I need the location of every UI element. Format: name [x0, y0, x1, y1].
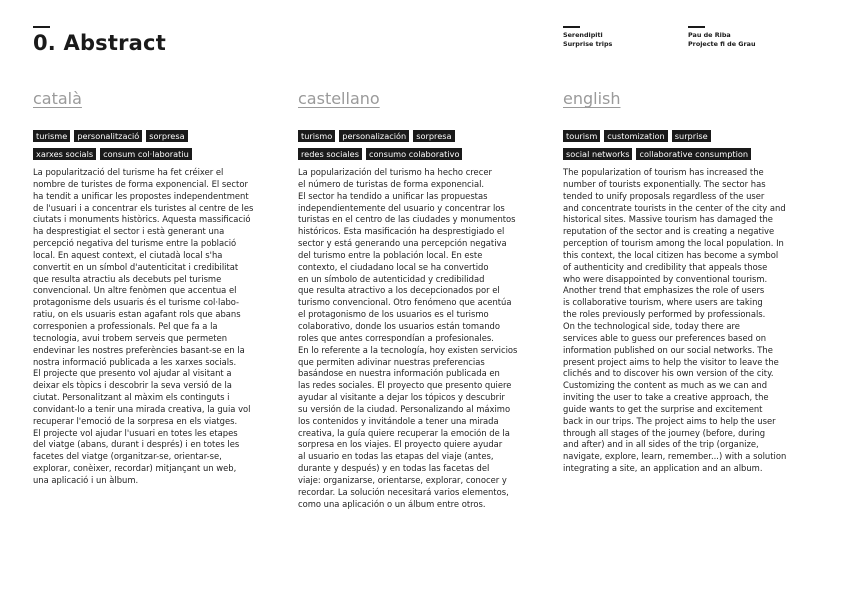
text-line: basándose en nuestra información publicada en — [298, 368, 500, 379]
tag-row — [33, 148, 288, 166]
language-heading-castellano[interactable]: castellano — [298, 89, 380, 108]
keyword-tag: sorpresa — [146, 130, 187, 142]
text-line: de l'usuari i a concentrar els turistes al centre de les — [33, 202, 254, 213]
text-line: que resulta atractiu als decebuts pel turisme — [33, 273, 222, 284]
keyword-tag: surprise — [672, 130, 711, 142]
text-line: históricos. Esta masificación ha desprestigiado el — [298, 226, 505, 237]
keyword-tag: consum col·laboratiu — [100, 148, 192, 160]
project-rule — [563, 26, 580, 28]
text-line: sector y está generando una percepción negativa — [298, 238, 507, 249]
text-line: que permiten adivinar nuestras preferencias — [298, 356, 485, 367]
text-line: su versión de la ciudad. Personalizando al máximo — [298, 403, 511, 414]
tag-row — [33, 130, 288, 148]
text-line: nombre de turistes de forma exponencial. El sector — [33, 178, 248, 189]
text-line: contexto, el ciudadano local se ha convertido — [298, 261, 489, 272]
text-line: recuperar l'emoció de la sorpresa en els viatges. — [33, 415, 238, 426]
text-line: present project aims to help the visitor to leave the — [563, 356, 779, 367]
text-line: information published on our social networks. The — [563, 344, 773, 355]
keyword-tag: xarxes socials — [33, 148, 96, 160]
text-line: ratiu, on els usuaris estan agafant rols que abans — [33, 309, 241, 320]
text-line: los contenidos y invitándole a tener una mirada — [298, 415, 499, 426]
text-line: tecnologia, avui trobem serveis que permeten — [33, 332, 228, 343]
text-line: corresponien a professionals. Pel que fa a la — [33, 320, 218, 331]
text-line: nostra informació publicada a les xarxes socials. — [33, 356, 237, 367]
text-line: el protagonismo de los usuarios es el turismo — [298, 309, 489, 320]
author-rule — [688, 26, 705, 28]
text-line: this context, the local citizen has become a symbol — [563, 249, 779, 260]
text-line: explorar, conèixer, recordar) mitjançant un web, — [33, 463, 237, 474]
project-name: Serendipiti — [563, 31, 603, 39]
text-line: ayudar al visitante a dejar los tópicos y descubrir — [298, 392, 505, 403]
keyword-tag: consumo colaborativo — [366, 148, 462, 160]
text-line: ciutat. Personalitzant al màxim els continguts i — [33, 392, 230, 403]
text-line: turistas en el centro de las ciudades y monumentos — [298, 214, 516, 225]
text-line: local. En aquest context, el ciutadà local s'ha — [33, 249, 223, 260]
text-line: historical sites. Massive tourism has damaged the — [563, 214, 773, 225]
text-line: del viatge (abans, durant i després) i en totes les — [33, 439, 240, 450]
column-catala — [33, 88, 288, 487]
language-heading-catala[interactable]: català — [33, 89, 82, 108]
text-line: Another trend that emphasizes the role of users — [563, 285, 765, 296]
text-line: protagonisme dels usuaris és el turisme col·labo- — [33, 297, 240, 308]
text-line: tended to unify proposals regardless of the user — [563, 190, 765, 201]
text-line: ciutats i monuments històrics. Aquesta massificació — [33, 214, 251, 225]
abstract-text — [563, 167, 818, 475]
page-title: 0. Abstract — [33, 31, 166, 55]
tag-row — [298, 148, 553, 166]
author-info — [688, 31, 756, 48]
text-line: Customizing the content as much as we can and — [563, 380, 768, 391]
text-line: clichés and to discover his own version of the city. — [563, 368, 774, 379]
tag-row — [563, 130, 818, 148]
text-line: guide wants to get the surprise and excitement — [563, 403, 763, 414]
text-line: en un símbolo de autenticidad y credibilidad — [298, 273, 485, 284]
project-subtitle: Surprise trips — [563, 39, 613, 48]
text-line: reputation of the sector and is creating a negative — [563, 226, 775, 237]
text-line: endevinar les nostres preferències basant-se en la — [33, 344, 245, 355]
language-heading-english[interactable]: english — [563, 89, 621, 108]
abstract-text — [298, 167, 553, 510]
text-line: creativa, la guía quiere recuperar la emoción de la — [298, 427, 510, 438]
text-line: turismo convencional. Otro fenómeno que acentúa — [298, 297, 512, 308]
text-line: who were disappointed by conventional tourism. — [563, 273, 768, 284]
keyword-tag: redes sociales — [298, 148, 362, 160]
author-name: Pau de Riba — [688, 31, 731, 39]
keyword-tag: tourism — [563, 130, 600, 142]
text-line: integrating a site, an application and an album. — [563, 463, 763, 474]
keyword-tag: personalización — [339, 130, 409, 142]
text-line: viaje: organizarse, orientarse, explorar, conocer y — [298, 474, 507, 485]
text-line: sorpresa en los viajes. El proyecto quiere ayudar — [298, 439, 503, 450]
column-english — [563, 88, 818, 475]
keyword-tag: social networks — [563, 148, 632, 160]
text-line: inviting the user to take a creative approach, the — [563, 392, 769, 403]
text-line: el número de turistas de forma exponencial. — [298, 178, 485, 189]
text-line: The popularization of tourism has increased the — [563, 167, 764, 177]
text-line: recordar. La solución necesitará varios elementos, — [298, 486, 509, 497]
text-line: convertit en un símbol d'autenticitat i credibilitat — [33, 261, 239, 272]
keyword-tag: personalització — [74, 130, 142, 142]
text-line: ha tendit a unificar les propostes independentment — [33, 190, 249, 201]
text-line: El projecte que presento vol ajudar al visitant a — [33, 368, 232, 379]
text-line: convencional. Un altre fenòmen que accentua el — [33, 285, 237, 296]
project-info — [563, 31, 612, 48]
column-castellano — [298, 88, 553, 510]
keyword-tag: collaborative consumption — [636, 148, 751, 160]
text-line: las redes sociales. El proyecto que presento quiere — [298, 380, 512, 391]
text-line: En lo referente a la tecnología, hoy existen servicios — [298, 344, 518, 355]
text-line: al usuario en todas las etapas del viaje (antes, — [298, 451, 494, 462]
text-line: como una aplicación o un álbum entre otros. — [298, 498, 486, 509]
text-line: of authenticity and credibility that appeals those — [563, 261, 768, 272]
text-line: La popularització del turisme ha fet créixer el — [33, 167, 224, 177]
text-line: On the technological side, today there are — [563, 320, 740, 331]
tag-row — [298, 130, 553, 148]
text-line: deixar els tòpics i descobrir la seva versió de la — [33, 380, 232, 391]
text-line: que resulta atractivo a los decepcionados por el — [298, 285, 500, 296]
text-line: ha desprestigiat el sector i està generant una — [33, 226, 225, 237]
text-line: services able to guess our preferences based on — [563, 332, 767, 343]
text-line: facetes del viatge (organitzar-se, orientar-se, — [33, 451, 222, 462]
text-line: is collaborative tourism, where users are taking — [563, 297, 763, 308]
text-line: the roles previously performed by professionals. — [563, 309, 766, 320]
text-line: perception of tourism among the local population. In — [563, 238, 784, 249]
author-subtitle: Projecte fi de Grau — [688, 39, 756, 48]
text-line: roles que antes correspondían a profesionales. — [298, 332, 494, 343]
text-line: back in our trips. The project aims to help the user — [563, 415, 776, 426]
text-line: El sector ha tendido a unificar las propuestas — [298, 190, 488, 201]
text-line: durante y después) y en todas las facetas del — [298, 463, 490, 474]
keyword-tag: turisme — [33, 130, 70, 142]
text-line: through all stages of the journey (before, during — [563, 427, 766, 438]
text-line: convidant-lo a tenir una mirada creativa, la guia vol — [33, 403, 251, 414]
keyword-tags — [563, 130, 818, 166]
keyword-tag: sorpresa — [413, 130, 454, 142]
keyword-tag: customization — [604, 130, 667, 142]
text-line: and concentrate tourists in the center of the city and — [563, 202, 786, 213]
keyword-tags — [33, 130, 288, 166]
text-line: navigate, explore, learn, remember...) with a solution — [563, 451, 787, 462]
title-rule — [33, 26, 50, 28]
abstract-text — [33, 167, 288, 487]
keyword-tags — [298, 130, 553, 166]
text-line: una aplicació i un àlbum. — [33, 474, 139, 485]
text-line: La popularización del turismo ha hecho crecer — [298, 167, 492, 177]
text-line: colaborativo, donde los usuarios están tomando — [298, 320, 500, 331]
tag-row — [563, 148, 818, 166]
text-line: percepció negativa del turisme entre la població — [33, 238, 237, 249]
text-line: del turismo entre la población local. En este — [298, 249, 483, 260]
keyword-tag: turismo — [298, 130, 335, 142]
text-line: independientemente del usuario y concentrar los — [298, 202, 505, 213]
text-line: and after) and in all sides of the trip (organize, — [563, 439, 759, 450]
text-line: El projecte vol ajudar l'usuari en totes les etapes — [33, 427, 238, 438]
text-line: number of tourists exponentially. The sector has — [563, 178, 766, 189]
